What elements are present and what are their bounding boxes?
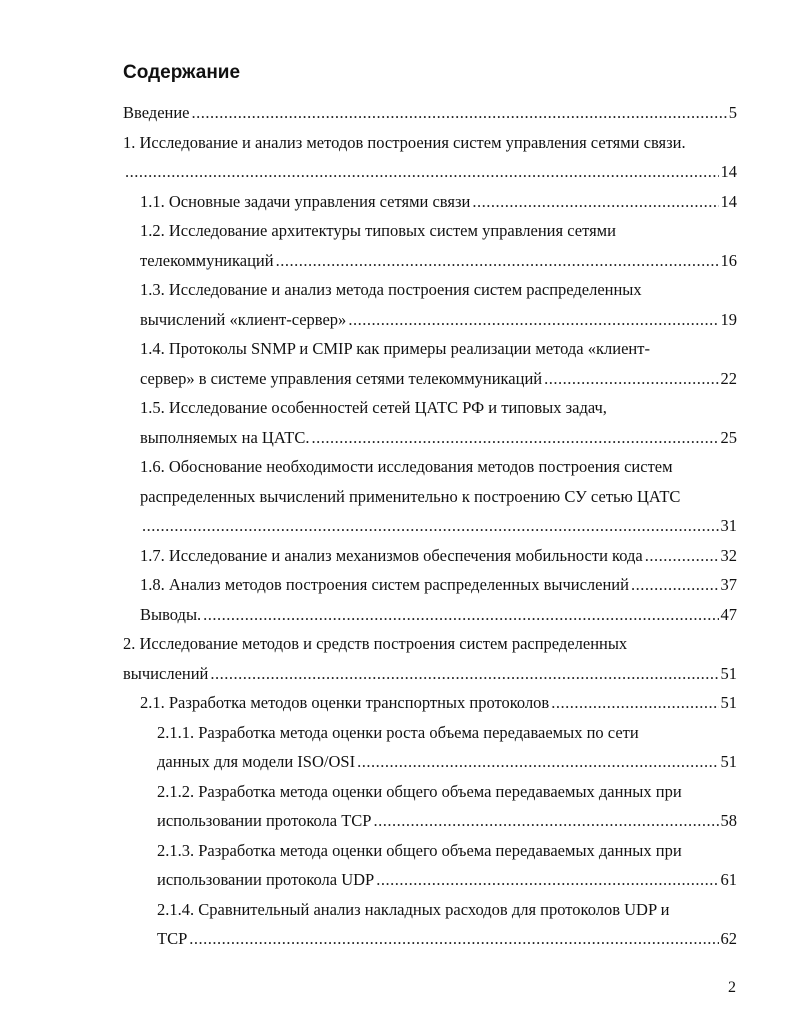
toc-entry-text: использовании протокола UDP [157, 870, 375, 889]
toc-entry [157, 718, 737, 777]
toc-entry-text: 2.1.4. Сравнительный анализ накладных расходов для протоколов UDP и [157, 899, 670, 919]
toc-entry-text: 1.3. Исследование и анализ метода построения систем распределенных [140, 280, 642, 299]
dot-leader [348, 305, 718, 335]
dot-leader [189, 924, 718, 954]
toc-entry-text: телекоммуникаций [140, 250, 274, 270]
toc-entry-text: Введение [123, 103, 190, 122]
dot-leader [551, 688, 718, 718]
toc-entry-last-line [157, 806, 737, 836]
toc-page-number: 61 [720, 870, 737, 889]
toc-entry-last-line [157, 747, 737, 777]
toc-entry [123, 98, 737, 128]
toc-entry-last-line [140, 305, 737, 335]
toc-entry-text: 2.1.3. Разработка метода оценки общего объема передаваемых данных при [157, 840, 682, 860]
toc-entry [140, 187, 737, 217]
toc-entry-line [140, 482, 737, 512]
toc-page-number: 51 [720, 693, 737, 712]
toc-entry-last-line [140, 364, 737, 394]
dot-leader [125, 157, 719, 187]
dot-leader [357, 747, 718, 777]
toc-entry [140, 570, 737, 600]
dot-leader [312, 423, 719, 453]
toc-entry-text: сервер» в системе управления сетями телекоммуникаций [140, 368, 543, 388]
toc-page-number: 62 [720, 929, 737, 948]
toc-entry-text: выполняемых на ЦАТС. [140, 427, 310, 447]
toc-entry-text: 1.7. Исследование и анализ механизмов обеспечения мобильности кода [140, 545, 643, 565]
toc-entry-last-line [123, 659, 737, 689]
toc-entry-line [140, 275, 737, 305]
toc-page-number: 47 [720, 604, 737, 624]
dot-leader [645, 541, 719, 571]
dot-leader [376, 865, 718, 895]
toc-entry-last-line [140, 187, 737, 217]
toc-entry-text: данных для модели ISO/OSI [157, 752, 356, 771]
toc-entry-text: вычислений [123, 663, 209, 683]
toc-page-number: 31 [720, 516, 737, 535]
toc-entry-last-line [140, 600, 737, 630]
toc-entry-line [140, 393, 737, 423]
page-number: 2 [728, 979, 736, 996]
toc-entry-last-line [140, 246, 737, 276]
toc-entry [123, 128, 737, 187]
toc-entry-last-line [140, 688, 737, 718]
toc-page-number: 14 [720, 191, 737, 211]
toc-page-number: 19 [720, 309, 737, 329]
dot-leader [631, 570, 719, 600]
toc-page-number: 16 [720, 250, 737, 270]
toc-page-number: 22 [720, 368, 737, 388]
toc-entry-text: 1.8. Анализ методов построения систем распределенных вычислений [140, 575, 629, 594]
toc-entry-line [157, 895, 737, 925]
toc-entry-line [140, 334, 737, 364]
toc-entry [140, 452, 737, 541]
toc-page-number: 51 [720, 752, 737, 771]
toc-entry-line [140, 216, 737, 246]
toc-entry-line [140, 452, 737, 482]
toc-entry-text: 2.1. Разработка методов оценки транспортных протоколов [140, 693, 550, 712]
toc-entry [157, 777, 737, 836]
toc-entry-line [157, 777, 737, 807]
toc-page-number: 14 [720, 162, 737, 181]
dot-leader [210, 659, 718, 689]
toc-entry-text: TCP [157, 929, 188, 948]
toc-entry [140, 334, 737, 393]
dot-leader [276, 246, 719, 276]
toc-entry-last-line [140, 541, 737, 571]
toc-entry [140, 688, 737, 718]
toc-entry-line [123, 128, 737, 158]
toc-entry [140, 600, 737, 630]
dot-leader [544, 364, 718, 394]
toc-entry-text: 1.1. Основные задачи управления сетями связи [140, 191, 471, 211]
toc-page-number: 25 [720, 427, 737, 447]
toc-entry-text: 1.4. Протоколы SNMP и CMIP как примеры реализации метода «клиент- [140, 339, 650, 358]
toc-entry-last-line [123, 157, 737, 187]
toc-entry-text: вычислений «клиент-сервер» [140, 309, 347, 329]
toc-entry-text: 1.2. Исследование архитектуры типовых систем управления сетями [140, 221, 616, 240]
toc-entry [123, 629, 737, 688]
dot-leader [192, 98, 727, 128]
toc-entry-line [157, 836, 737, 866]
toc-entry-line [123, 629, 737, 659]
toc-entry [140, 541, 737, 571]
toc-page-number: 51 [720, 663, 737, 683]
toc-entry-text: 2. Исследование методов и средств построения систем распределенных [123, 634, 628, 653]
toc-entry [140, 216, 737, 275]
toc-entry-text: 2.1.1. Разработка метода оценки роста объема передаваемых по сети [157, 722, 639, 742]
toc-entry-last-line [140, 570, 737, 600]
toc-entry-text: 1.5. Исследование особенностей сетей ЦАТС РФ и типовых задач, [140, 398, 607, 417]
toc-page-number: 37 [720, 575, 737, 594]
toc-entry-text: распределенных вычислений применительно к построению СУ сетью ЦАТС [140, 486, 681, 506]
dot-leader [373, 806, 718, 836]
page-title: Содержание [123, 62, 241, 83]
dot-leader [472, 187, 718, 217]
toc-page-number: 5 [728, 103, 737, 122]
toc-entry-last-line [157, 865, 737, 895]
toc-entry-text: 2.1.2. Разработка метода оценки общего объема передаваемых данных при [157, 781, 682, 801]
toc-page-number: 58 [720, 811, 737, 830]
toc-page-number: 32 [720, 545, 737, 565]
toc-entry [140, 275, 737, 334]
toc-entry-text: использовании протокола TCP [157, 811, 372, 830]
toc-entry-text: 1.6. Обоснование необходимости исследования методов построения систем [140, 457, 673, 476]
toc-entry [157, 836, 737, 895]
toc-entry-line [157, 718, 737, 748]
toc-entry-text: 1. Исследование и анализ методов построения систем управления сетями связи. [123, 132, 686, 152]
dot-leader [142, 511, 719, 541]
toc-entry-text: Выводы. [140, 604, 202, 624]
toc-entry-last-line [123, 98, 737, 128]
toc-entry-last-line [140, 511, 737, 541]
dot-leader [203, 600, 718, 630]
toc-entry-last-line [140, 423, 737, 453]
toc-entry [140, 393, 737, 452]
toc-entry [157, 895, 737, 954]
toc-entry-last-line [157, 924, 737, 954]
